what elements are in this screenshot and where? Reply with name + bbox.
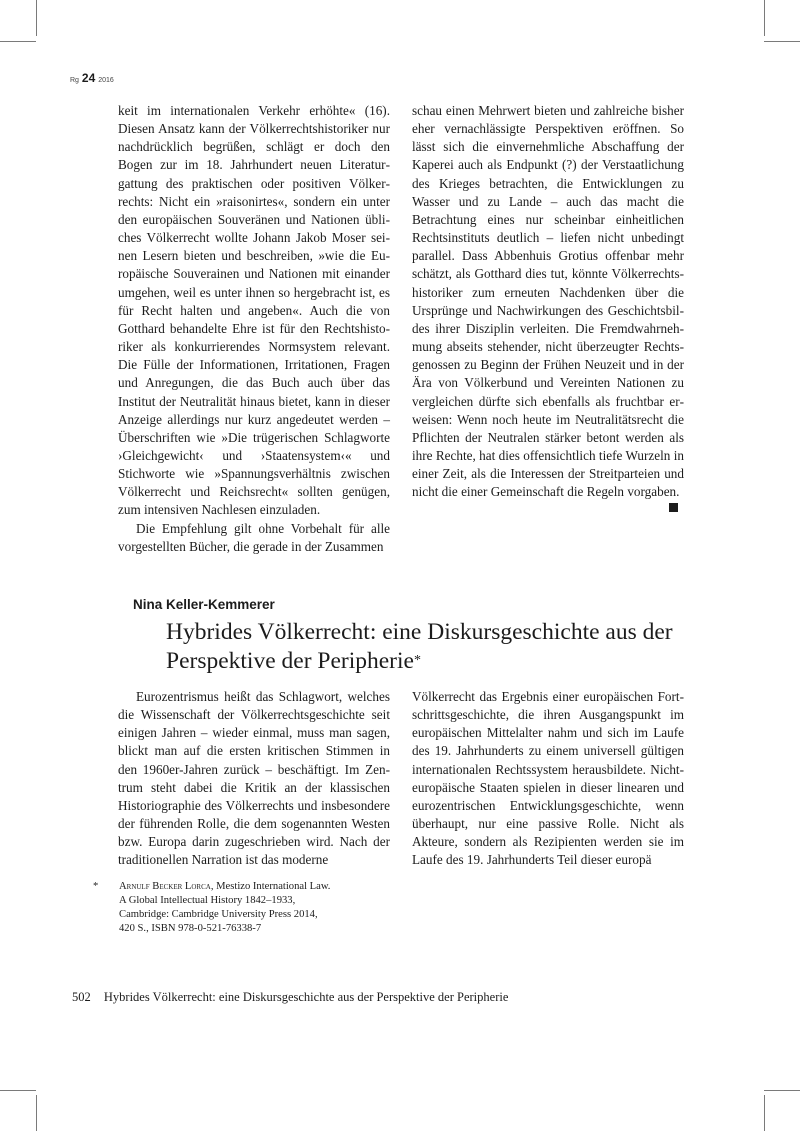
crop-mark bbox=[0, 41, 36, 42]
article-title bbox=[166, 618, 766, 679]
crop-mark bbox=[764, 41, 800, 42]
crop-mark bbox=[0, 1090, 36, 1091]
body-paragraph: Eurozentrismus heißt das Schlagwort, welches die Wissenschaft der Völkerrechtsgeschichte seit einigen Jahren – wieder einmal, muss man sagen, blickt man auf die ersten kritischen Stimmen in den 1960er-Jahren zurück – beschäftigt. Im Zentrum steht dabei die Kritik an der klassischen Historiographie des Völkerrechts und insbesondere der führenden Rolle, die dem sogenannten Westen bzw. Europa darin zugeschrieben wird. Nach der traditionellen Narration ist das moderne bbox=[118, 689, 390, 868]
end-of-article-mark bbox=[669, 503, 678, 512]
article-left-column bbox=[118, 688, 390, 870]
body-paragraph: Die Empfehlung gilt ohne Vorbehalt für alle vorgestellten Bücher, die gerade in der Zusammen bbox=[118, 520, 390, 554]
volume-number: 24 bbox=[81, 71, 96, 85]
body-paragraph: schau einen Mehrwert bieten und zahlreiche bisher eher vernachlässigte Perspektiven eröffnen. So lässt sich die einvernehmliche Abschaffung der Kaperei auch als Endpunkt (?) der Verstaatlichung des Krieges betrachten, die Entwicklungen zu Wasser und zu Lande – auch das macht die Betrachtung eines nur scheinbar einheitlichen Rechtsinstituts deutlich – liefen nicht unbedingt parallel. Dass Abbenhuis Grotius offenbar mehr schätzt, als Gotthard dies tut, könnte Völkerrechtshistoriker zum erneuten Nachdenken über die Ursprünge und Nachwirkungen des Geschichtsbildes ihrer Disziplin verleiten. Die Fremdwahrnehmung abseits stehender, nicht überzeugter Rechtsgenossen zu Beginn der Frühen Neuzeit und in der Ära von Völkerbund und Vereinten Nationen zu vergleichen dürfte sich ebenfalls als fruchtbar erweisen: Wenn noch heute im Neutralitätsrecht die Pflichten der Neutralen stärker betont werden als ihre Rechte, hat dies offensichtlich tiefe Wurzeln in einer Zeit, als die Interessen der Streitparteien und nicht die einer Gemeinschaft die Regeln vorgaben. bbox=[412, 103, 684, 500]
crop-mark bbox=[764, 1095, 765, 1131]
footnote-author: Arnulf Becker Lorca bbox=[119, 881, 211, 892]
folio bbox=[72, 990, 508, 1005]
prev-article-left-column bbox=[118, 102, 390, 556]
body-paragraph: Völkerrecht das Ergebnis einer europäischen Fortschrittsgeschichte, die ihren Ausgangspunkt im europäischen Mittelalter nahm und sich im Laufe des 19. Jahrhunderts zu einem universell gültigen internationalen Rechtssystem herausbildete. Nicht-europäische Staaten spielen in dieser linearen und eurozentrischen Entwicklungsgeschichte, wenn überhaupt, nur eine passive Rolle. Nicht als Akteure, sondern als Rezipienten werden sie im Laufe des 19. Jahrhunderts Teil dieser europä bbox=[412, 689, 684, 868]
running-head bbox=[70, 71, 114, 85]
footnote-citation: , Mestizo International Law. A Global Intellectual History 1842–1933, Cambridge: Cambridge University Press 2014, 420 S., ISBN 978-0-521-76338-7 bbox=[119, 881, 331, 934]
publication-year: 2016 bbox=[98, 77, 114, 84]
crop-mark bbox=[764, 0, 765, 36]
footnote-text bbox=[119, 880, 333, 936]
footnote-marker: * bbox=[93, 881, 99, 892]
crop-mark bbox=[36, 1095, 37, 1131]
article-author: Nina Keller-Kemmerer bbox=[133, 597, 275, 612]
prev-article-right-column bbox=[412, 102, 684, 501]
article-title-text: Hybrides Völkerrecht: eine Diskursgeschichte aus der Perspektive der Peripherie bbox=[166, 619, 673, 674]
body-paragraph: keit im internationalen Verkehr erhöhte« (16). Diesen Ansatz kann der Völkerrechtshistoriker nur nachdrücklich begrüßen, schlägt er doch den Bogen zur im 18. Jahrhundert neuen Literaturgattung des praktischen oder positiven Völkerrechts: Nicht ein »raisonirtes«, sondern ein unter den europäischen Souveränen und Nationen übliches Völkerrecht wollte Johann Jakob Moser seinen Lesern bieten und beschreiben, »wie die Europäische Souverainen und Nationen mit einander umgehen, weil es unter ihnen so hergebracht ist, es für Recht halten und angeben«. Auch die von Gotthard behandelte Ehre ist für den Rechtshistoriker als konkurrierendes Normsystem relevant. Die Fülle der Informationen, Irritationen, Fragen und Anregungen, die das Buch auch über das Institut der Neutralität hinaus bietet, kann in dieser Anzeige allerdings nur kurz angedeutet werden – Überschriften wie »Die trügerischen Schlagworte ›Gleichgewicht‹ und ›Staatensystem‹« und Stichworte wie »Spannungsverhältnis zwischen Völkerrecht und Reichsrecht« sollten genügen, zum intensiven Nachlesen einzuladen. bbox=[118, 103, 390, 518]
journal-abbreviation: Rg bbox=[70, 77, 79, 84]
footnote-reference: * bbox=[413, 653, 421, 668]
article-right-column bbox=[412, 688, 684, 870]
footnote bbox=[93, 880, 333, 936]
page-number: 502 bbox=[72, 990, 91, 1004]
crop-mark bbox=[36, 0, 37, 36]
running-title: Hybrides Völkerrecht: eine Diskursgeschichte aus der Perspektive der Peripherie bbox=[103, 990, 509, 1004]
crop-mark bbox=[764, 1090, 800, 1091]
